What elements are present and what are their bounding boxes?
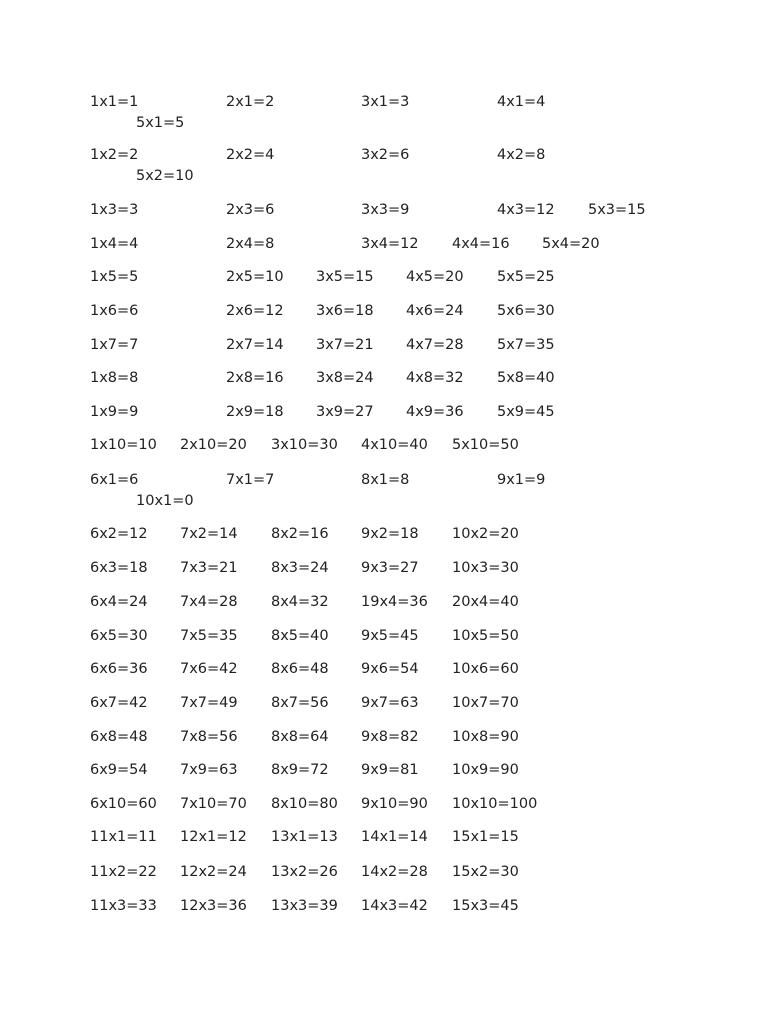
table-cell: 4x2=8 xyxy=(497,147,546,163)
table-cell: 9x3=27 xyxy=(361,560,419,576)
table-cell: 9x9=81 xyxy=(361,762,419,778)
table-cell: 10x1=0 xyxy=(136,493,194,509)
table-cell: 1x10=10 xyxy=(90,437,157,453)
table-cell: 1x8=8 xyxy=(90,370,139,386)
table-cell: 2x3=6 xyxy=(226,202,275,218)
table-cell: 4x1=4 xyxy=(497,94,546,110)
table-cell: 6x3=18 xyxy=(90,560,148,576)
table-cell: 5x1=5 xyxy=(136,115,185,131)
table-cell: 4x8=32 xyxy=(406,370,464,386)
table-cell: 5x10=50 xyxy=(452,437,519,453)
table-cell: 10x8=90 xyxy=(452,729,519,745)
table-cell: 8x10=80 xyxy=(271,796,338,812)
table-cell: 5x7=35 xyxy=(497,337,555,353)
table-cell: 1x7=7 xyxy=(90,337,139,353)
table-cell: 7x10=70 xyxy=(180,796,247,812)
table-cell: 8x9=72 xyxy=(271,762,329,778)
table-cell: 20x4=40 xyxy=(452,594,519,610)
table-cell: 2x6=12 xyxy=(226,303,284,319)
table-cell: 5x5=25 xyxy=(497,269,555,285)
table-cell: 1x5=5 xyxy=(90,269,139,285)
table-cell: 10x7=70 xyxy=(452,695,519,711)
table-cell: 4x9=36 xyxy=(406,404,464,420)
table-cell: 3x6=18 xyxy=(316,303,374,319)
table-cell: 8x5=40 xyxy=(271,628,329,644)
table-cell: 12x2=24 xyxy=(180,864,247,880)
table-cell: 9x5=45 xyxy=(361,628,419,644)
table-cell: 14x1=14 xyxy=(361,829,428,845)
table-cell: 1x9=9 xyxy=(90,404,139,420)
table-cell: 6x5=30 xyxy=(90,628,148,644)
table-cell: 3x5=15 xyxy=(316,269,374,285)
table-cell: 2x2=4 xyxy=(226,147,275,163)
table-cell: 6x9=54 xyxy=(90,762,148,778)
table-cell: 12x3=36 xyxy=(180,898,247,914)
table-cell: 7x2=14 xyxy=(180,526,238,542)
table-cell: 3x7=21 xyxy=(316,337,374,353)
table-cell: 3x9=27 xyxy=(316,404,374,420)
table-cell: 5x6=30 xyxy=(497,303,555,319)
table-cell: 4x3=12 xyxy=(497,202,555,218)
table-cell: 1x6=6 xyxy=(90,303,139,319)
table-cell: 10x3=30 xyxy=(452,560,519,576)
table-cell: 14x3=42 xyxy=(361,898,428,914)
table-cell: 8x4=32 xyxy=(271,594,329,610)
table-cell: 11x2=22 xyxy=(90,864,157,880)
table-cell: 8x8=64 xyxy=(271,729,329,745)
table-cell: 7x9=63 xyxy=(180,762,238,778)
table-cell: 1x2=2 xyxy=(90,147,139,163)
table-cell: 9x10=90 xyxy=(361,796,428,812)
table-cell: 11x1=11 xyxy=(90,829,157,845)
table-cell: 7x6=42 xyxy=(180,661,238,677)
table-cell: 6x10=60 xyxy=(90,796,157,812)
table-cell: 2x9=18 xyxy=(226,404,284,420)
table-cell: 14x2=28 xyxy=(361,864,428,880)
table-cell: 2x7=14 xyxy=(226,337,284,353)
table-cell: 3x10=30 xyxy=(271,437,338,453)
table-cell: 9x1=9 xyxy=(497,472,546,488)
table-cell: 6x8=48 xyxy=(90,729,148,745)
table-cell: 8x1=8 xyxy=(361,472,410,488)
table-cell: 6x1=6 xyxy=(90,472,139,488)
table-cell: 10x2=20 xyxy=(452,526,519,542)
table-cell: 8x6=48 xyxy=(271,661,329,677)
table-cell: 8x7=56 xyxy=(271,695,329,711)
table-cell: 7x7=49 xyxy=(180,695,238,711)
table-cell: 13x3=39 xyxy=(271,898,338,914)
table-cell: 10x5=50 xyxy=(452,628,519,644)
table-cell: 3x3=9 xyxy=(361,202,410,218)
table-cell: 10x10=100 xyxy=(452,796,538,812)
table-cell: 4x10=40 xyxy=(361,437,428,453)
table-cell: 5x3=15 xyxy=(588,202,646,218)
table-cell: 15x1=15 xyxy=(452,829,519,845)
table-cell: 6x2=12 xyxy=(90,526,148,542)
table-cell: 8x2=16 xyxy=(271,526,329,542)
table-cell: 10x6=60 xyxy=(452,661,519,677)
table-cell: 4x5=20 xyxy=(406,269,464,285)
table-cell: 6x6=36 xyxy=(90,661,148,677)
table-cell: 3x4=12 xyxy=(361,236,419,252)
table-cell: 2x5=10 xyxy=(226,269,284,285)
table-cell: 7x5=35 xyxy=(180,628,238,644)
table-cell: 1x3=3 xyxy=(90,202,139,218)
table-cell: 4x4=16 xyxy=(452,236,510,252)
table-cell: 13x2=26 xyxy=(271,864,338,880)
table-cell: 2x1=2 xyxy=(226,94,275,110)
table-cell: 9x7=63 xyxy=(361,695,419,711)
table-cell: 10x9=90 xyxy=(452,762,519,778)
table-cell: 4x6=24 xyxy=(406,303,464,319)
table-cell: 7x8=56 xyxy=(180,729,238,745)
table-cell: 11x3=33 xyxy=(90,898,157,914)
table-cell: 6x7=42 xyxy=(90,695,148,711)
table-cell: 7x1=7 xyxy=(226,472,275,488)
table-cell: 2x4=8 xyxy=(226,236,275,252)
table-cell: 5x9=45 xyxy=(497,404,555,420)
table-cell: 8x3=24 xyxy=(271,560,329,576)
table-cell: 3x1=3 xyxy=(361,94,410,110)
table-cell: 3x8=24 xyxy=(316,370,374,386)
table-cell: 7x3=21 xyxy=(180,560,238,576)
table-cell: 12x1=12 xyxy=(180,829,247,845)
table-cell: 5x8=40 xyxy=(497,370,555,386)
table-cell: 15x2=30 xyxy=(452,864,519,880)
table-cell: 6x4=24 xyxy=(90,594,148,610)
table-cell: 2x8=16 xyxy=(226,370,284,386)
table-cell: 9x2=18 xyxy=(361,526,419,542)
table-cell: 5x2=10 xyxy=(136,168,194,184)
table-cell: 9x6=54 xyxy=(361,661,419,677)
table-cell: 7x4=28 xyxy=(180,594,238,610)
table-cell: 4x7=28 xyxy=(406,337,464,353)
table-cell: 1x4=4 xyxy=(90,236,139,252)
table-cell: 5x4=20 xyxy=(542,236,600,252)
table-cell: 13x1=13 xyxy=(271,829,338,845)
table-cell: 3x2=6 xyxy=(361,147,410,163)
table-cell: 1x1=1 xyxy=(90,94,139,110)
table-cell: 2x10=20 xyxy=(180,437,247,453)
table-cell: 19x4=36 xyxy=(361,594,428,610)
table-cell: 9x8=82 xyxy=(361,729,419,745)
table-cell: 15x3=45 xyxy=(452,898,519,914)
